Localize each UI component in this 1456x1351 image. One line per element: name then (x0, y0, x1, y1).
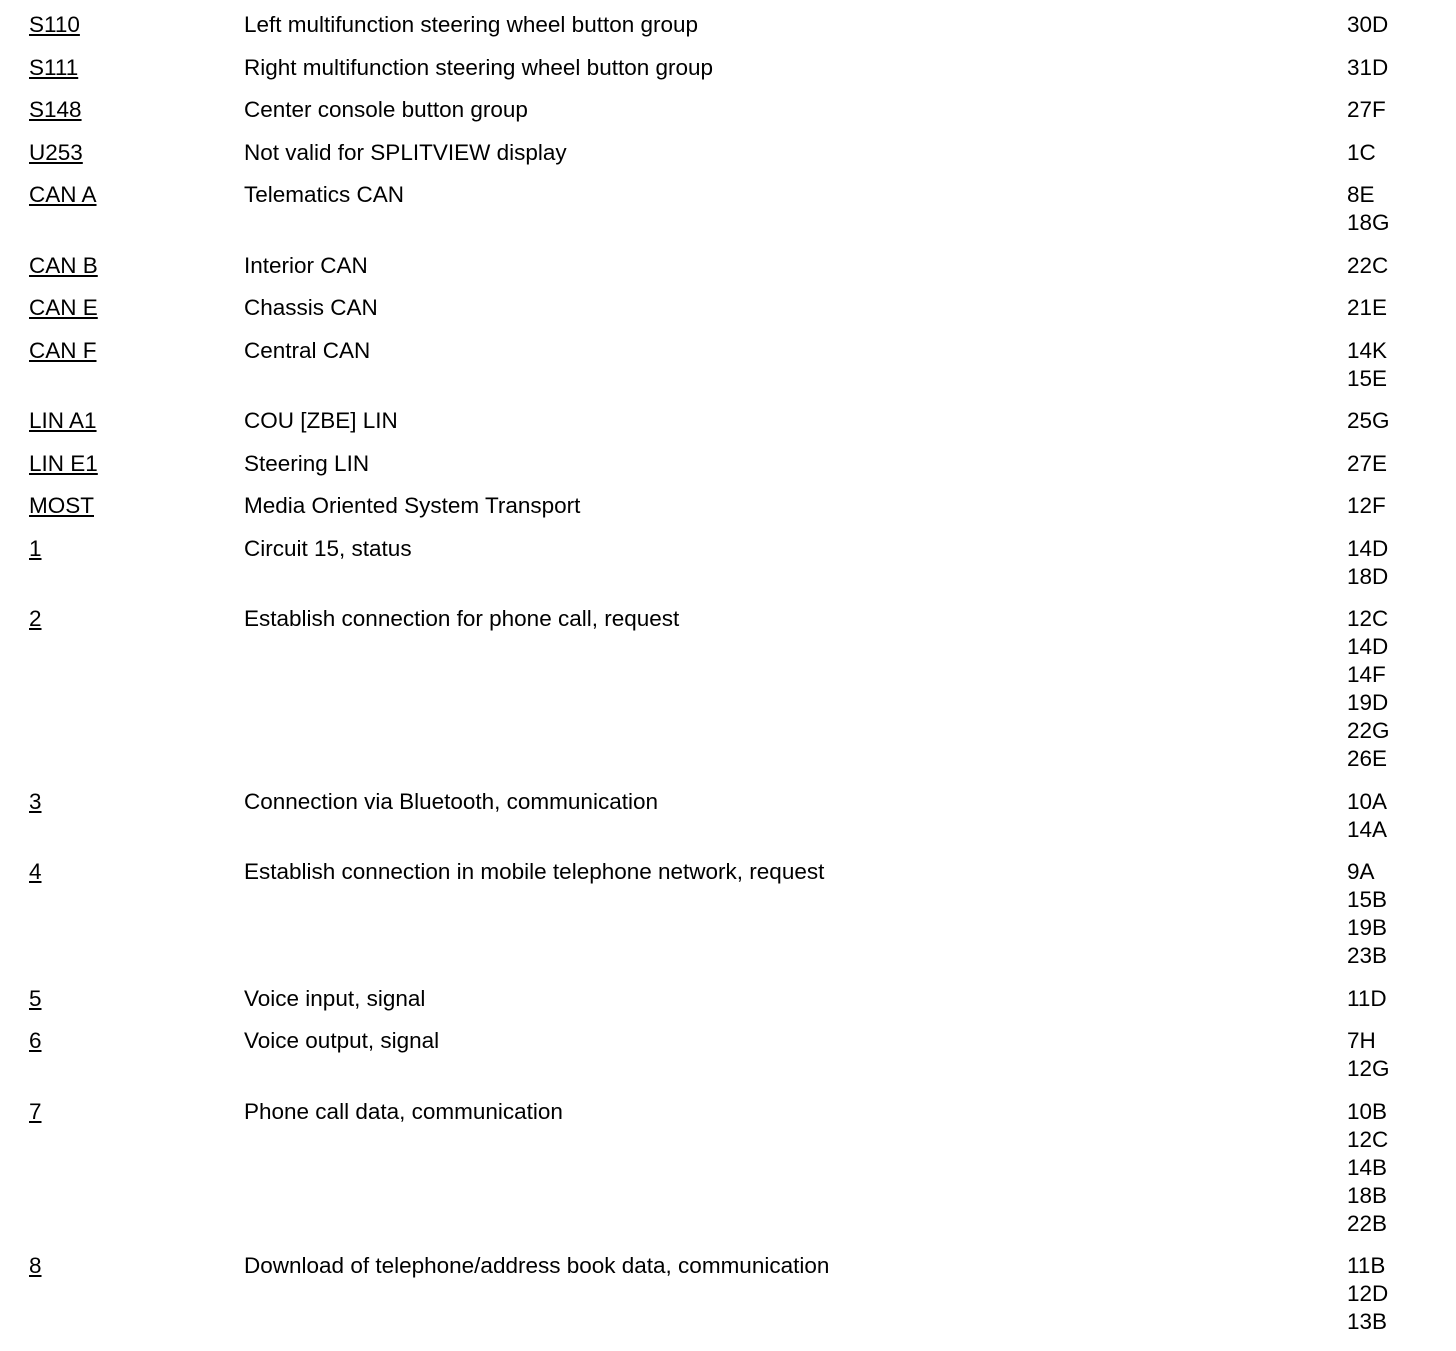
legend-references (1347, 11, 1456, 54)
legend-code-link[interactable]: CAN F (29, 337, 97, 363)
legend-code-link[interactable]: 5 (29, 985, 42, 1011)
legend-row (0, 96, 1456, 139)
legend-code-link[interactable]: U253 (29, 139, 83, 165)
legend-description: Steering LIN (244, 450, 370, 476)
legend-ref: 27E (1347, 450, 1388, 476)
legend-row (0, 11, 1456, 54)
legend-ref: 14D (1347, 535, 1389, 561)
legend-references (1347, 1252, 1456, 1351)
legend-references (1347, 139, 1456, 182)
legend-code-link[interactable]: CAN A (29, 182, 97, 207)
legend-ref: 31D (1347, 54, 1389, 80)
legend-row (0, 605, 1456, 788)
legend-ref: 22C (1347, 252, 1389, 278)
legend-row (0, 407, 1456, 450)
legend-ref: 7H (1347, 1028, 1376, 1053)
legend-ref: 11B (1347, 1253, 1386, 1278)
legend-references (1347, 605, 1456, 788)
legend-ref: 1C (1347, 139, 1376, 165)
legend-references (1347, 54, 1456, 97)
legend-description: COU [ZBE] LIN (244, 408, 398, 433)
legend-references (1347, 252, 1456, 295)
legend-description: Chassis CAN (244, 295, 378, 320)
legend-row (0, 858, 1456, 985)
legend-description: Establish connection in mobile telephone network, request (244, 859, 825, 884)
legend-ref: 19D (1347, 690, 1389, 715)
legend-references (1347, 337, 1456, 408)
legend-description: Voice input, signal (244, 985, 426, 1011)
legend-ref: 14B (1347, 1154, 1388, 1180)
legend-row (0, 450, 1456, 493)
legend-references (1347, 788, 1456, 859)
legend-description: Download of telephone/address book data, communication (244, 1253, 830, 1278)
legend-row (0, 985, 1456, 1028)
legend-description: Establish connection for phone call, request (244, 606, 680, 631)
legend-ref: 19B (1347, 915, 1388, 940)
legend-ref: 15B (1347, 887, 1388, 912)
legend-references (1347, 407, 1456, 450)
legend-ref: 12D (1347, 1281, 1389, 1306)
legend-ref: 9A (1347, 859, 1375, 884)
legend-description: Interior CAN (244, 252, 368, 278)
legend-code-link[interactable]: S148 (29, 97, 82, 122)
legend-description: Telematics CAN (244, 182, 405, 207)
legend-ref: 11D (1347, 985, 1387, 1011)
legend-references (1347, 858, 1456, 985)
legend-ref: 18G (1347, 210, 1390, 235)
legend-references (1347, 294, 1456, 337)
legend-table (0, 11, 1456, 1351)
legend-code-link[interactable]: CAN B (29, 252, 98, 278)
legend-ref: 15E (1347, 365, 1388, 391)
legend-references (1347, 535, 1456, 606)
legend-row (0, 1098, 1456, 1253)
legend-ref: 30D (1347, 12, 1389, 37)
legend-references (1347, 985, 1456, 1028)
legend-code-link[interactable]: S111 (29, 54, 79, 80)
legend-description: Media Oriented System Transport (244, 493, 581, 518)
legend-code-link[interactable]: 7 (29, 1098, 42, 1124)
legend-row (0, 492, 1456, 535)
legend-description: Left multifunction steering wheel button group (244, 12, 699, 37)
legend-code-link[interactable]: LIN A1 (29, 408, 97, 433)
legend-ref: 25G (1347, 408, 1390, 433)
legend-references (1347, 1027, 1456, 1098)
legend-row (0, 1027, 1456, 1098)
legend-description: Phone call data, communication (244, 1098, 563, 1124)
legend-row (0, 294, 1456, 337)
legend-ref: 18B (1347, 1182, 1388, 1208)
legend-ref: 23B (1347, 943, 1388, 968)
legend-ref: 22G (1347, 718, 1390, 743)
legend-references (1347, 181, 1456, 252)
legend-references (1347, 1098, 1456, 1253)
legend-ref: 22B (1347, 1210, 1388, 1236)
legend-ref: 8E (1347, 182, 1375, 207)
legend-code-link[interactable]: 1 (29, 535, 42, 561)
legend-ref: 18D (1347, 563, 1389, 589)
legend-description: Voice output, signal (244, 1028, 440, 1053)
legend-description: Circuit 15, status (244, 535, 412, 561)
legend-code-link[interactable]: 8 (29, 1253, 42, 1278)
legend-row (0, 337, 1456, 408)
legend-description: Not valid for SPLITVIEW display (244, 139, 567, 165)
legend-description: Connection via Bluetooth, communication (244, 788, 658, 814)
legend-description: Center console button group (244, 97, 528, 122)
legend-ref: 12G (1347, 1056, 1390, 1081)
legend-description: Central CAN (244, 337, 371, 363)
legend-row (0, 54, 1456, 97)
legend-ref: 12C (1347, 1126, 1389, 1152)
legend-row (0, 139, 1456, 182)
legend-ref: 10A (1347, 788, 1388, 814)
legend-references (1347, 492, 1456, 535)
legend-ref: 14A (1347, 816, 1388, 842)
legend-code-link[interactable]: S110 (29, 12, 80, 37)
legend-code-link[interactable]: MOST (29, 493, 94, 518)
legend-ref: 27F (1347, 97, 1386, 122)
legend-code-link[interactable]: LIN E1 (29, 450, 98, 476)
legend-ref: 14F (1347, 662, 1386, 687)
legend-code-link[interactable]: 6 (29, 1028, 42, 1053)
legend-ref: 12F (1347, 493, 1386, 518)
legend-description: Right multifunction steering wheel button group (244, 54, 714, 80)
legend-row (0, 535, 1456, 606)
legend-code-link[interactable]: 3 (29, 788, 42, 814)
legend-code-link[interactable]: CAN E (29, 295, 98, 320)
legend-row (0, 181, 1456, 252)
legend-row (0, 788, 1456, 859)
legend-code-link[interactable]: 4 (29, 859, 42, 884)
legend-ref: 26E (1347, 746, 1388, 771)
legend-code-link[interactable]: 2 (29, 606, 42, 631)
legend-ref: 14D (1347, 634, 1389, 659)
legend-ref: 14K (1347, 337, 1388, 363)
legend-ref: 21E (1347, 295, 1388, 320)
legend-references (1347, 450, 1456, 493)
legend-references (1347, 96, 1456, 139)
legend-row (0, 252, 1456, 295)
legend-ref: 13B (1347, 1309, 1388, 1334)
legend-row (0, 1252, 1456, 1351)
legend-ref: 10B (1347, 1098, 1388, 1124)
legend-ref: 12C (1347, 606, 1389, 631)
